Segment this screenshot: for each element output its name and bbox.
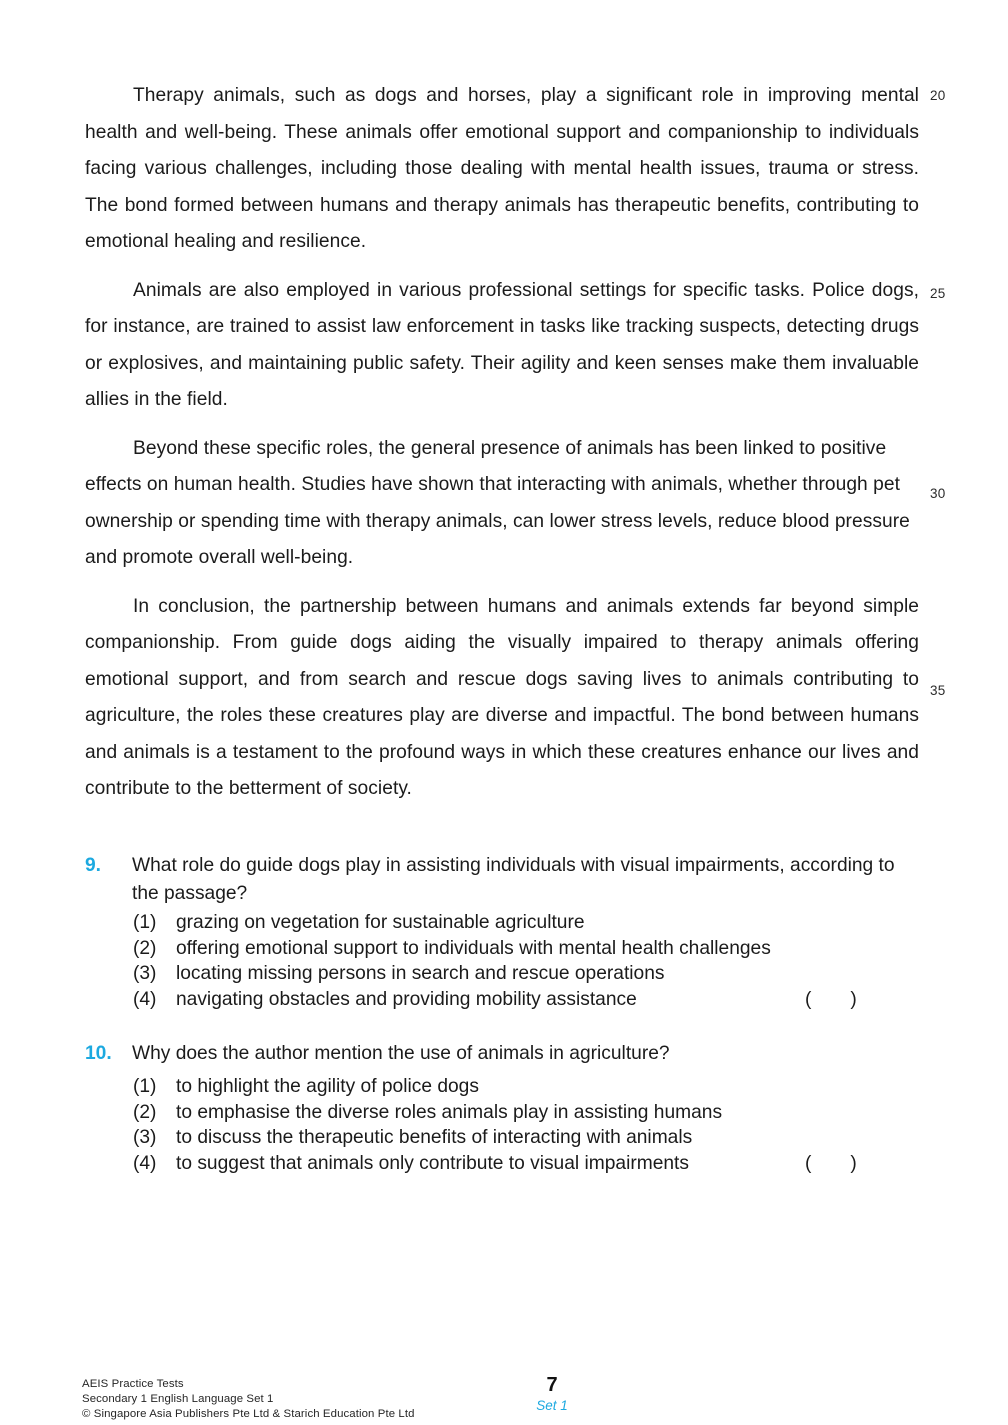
page-number: 7	[546, 1374, 558, 1396]
line-number-20: 20	[930, 88, 946, 103]
question-9	[85, 852, 925, 1012]
question-9-option-2[interactable]	[133, 936, 925, 962]
passage-paragraph-2: Animals are also employed in various professional settings for specific tasks. Police dogs, for instance, are trained to assist law enforcement in tasks like tracking suspects, detecting drugs or explosives, and maintaining public safety. Their agility and keen senses make them invaluable allies in the field.	[85, 279, 919, 410]
question-9-option-4[interactable]	[133, 987, 925, 1013]
passage-paragraph-3: Beyond these specific roles, the general presence of animals has been linked to positive effects on human health. Studies have shown that interacting with animals, whether through pet ownership or spending time with therapy animals, can lower stress levels, reduce blood pressure and promote overall well-being.	[85, 437, 910, 568]
question-9-option-3[interactable]	[133, 961, 925, 987]
set-label: Set 1	[536, 1398, 568, 1413]
line-number-25: 25	[930, 286, 946, 301]
question-9-answer-box[interactable]: ( )	[805, 988, 858, 1010]
option-marker: (2)	[133, 1101, 157, 1123]
option-text: grazing on vegetation for sustainable agriculture	[176, 912, 585, 933]
question-10-option-4[interactable]	[133, 1151, 925, 1177]
question-10-options	[85, 1074, 925, 1176]
option-text: to emphasise the diverse roles animals play in assisting humans	[176, 1101, 723, 1123]
option-text: to suggest that animals only contribute to visual impairments	[176, 1152, 689, 1174]
question-10-option-1[interactable]	[133, 1074, 925, 1100]
option-marker: (2)	[133, 937, 157, 959]
option-text: offering emotional support to individuals with mental health challenges	[176, 937, 771, 959]
passage-paragraph-4: In conclusion, the partnership between humans and animals extends far beyond simple companionship. From guide dogs aiding the visually impaired to therapy animals offering emotional support, and from search and rescue dogs saving lives to animals contributing to agriculture, the roles these creatures play are diverse and impactful. The bond between humans and animals is a testament to the profound ways in which these creatures enhance our lives and contribute to the betterment of society.	[85, 595, 919, 799]
question-10-answer-box[interactable]: ( )	[805, 1152, 858, 1174]
option-marker: (4)	[133, 1152, 157, 1174]
question-9-text: What role do guide dogs play in assisting individuals with visual impairments, according to the passage?	[132, 855, 895, 904]
question-10-header	[85, 1040, 925, 1068]
question-9-number: 9.	[85, 855, 102, 876]
line-number-30: 30	[930, 486, 946, 501]
question-10-text: Why does the author mention the use of animals in agriculture?	[132, 1043, 670, 1064]
questions-section	[85, 852, 925, 1200]
footer-line-title: AEIS Practice Tests	[82, 1378, 184, 1390]
footer-page-marker	[482, 1373, 622, 1415]
option-marker: (1)	[133, 912, 157, 933]
question-9-option-1[interactable]	[133, 910, 925, 936]
option-text: navigating obstacles and providing mobility assistance	[176, 988, 637, 1010]
option-text: locating missing persons in search and rescue operations	[176, 963, 665, 984]
question-9-options	[85, 910, 925, 1012]
question-9-header	[85, 852, 925, 908]
option-text: to discuss the therapeutic benefits of interacting with animals	[176, 1127, 693, 1148]
option-marker: (4)	[133, 988, 157, 1010]
option-marker: (3)	[133, 963, 157, 984]
line-number-35: 35	[930, 683, 946, 698]
passage-body	[85, 78, 919, 820]
passage-paragraph-1: Therapy animals, such as dogs and horses, play a significant role in improving mental health and well-being. These animals offer emotional support and companionship to individuals facing various challenges, including those dealing with mental health issues, trauma or stress. The bond formed between humans and therapy animals has therapeutic benefits, contributing to emotional healing and resilience.	[85, 85, 919, 252]
option-text: to highlight the agility of police dogs	[176, 1076, 479, 1097]
footer-imprint	[82, 1377, 415, 1421]
option-marker: (1)	[133, 1076, 157, 1097]
question-10-number: 10.	[85, 1043, 112, 1064]
question-10	[85, 1040, 925, 1176]
question-10-option-2[interactable]	[133, 1100, 925, 1126]
footer-line-copyright: © Singapore Asia Publishers Pte Ltd & Starich Education Pte Ltd	[82, 1407, 415, 1420]
option-marker: (3)	[133, 1127, 157, 1148]
footer-line-subtitle: Secondary 1 English Language Set 1	[82, 1392, 274, 1405]
question-10-option-3[interactable]	[133, 1125, 925, 1151]
